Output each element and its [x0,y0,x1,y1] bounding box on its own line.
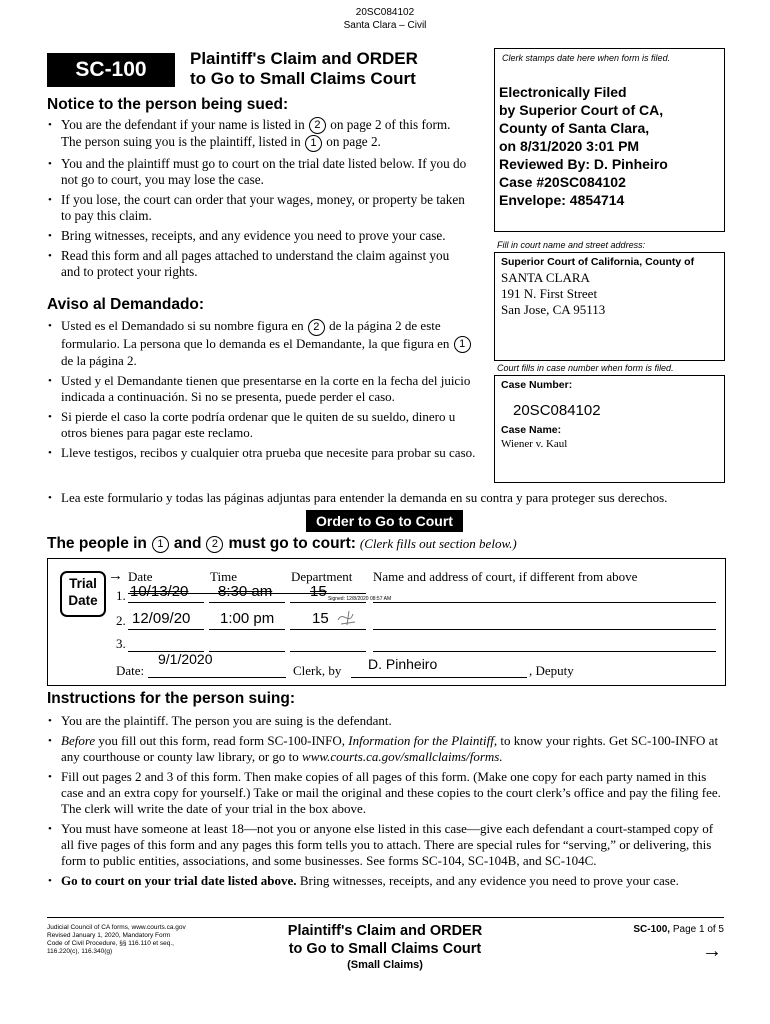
clerk-stamp-text [499,83,668,209]
stamp-line: by Superior Court of CA, [499,102,664,118]
notice-bullet: • You are the defendant if your name is listed in 2 on page 2 of this form. The person suing you is the plaintiff, listed in 1 on page 2. [47,117,471,152]
aviso-last [47,490,747,510]
case-number-value: 20SC084102 [513,402,601,419]
trial-date-value: 10/13/20 [130,583,189,600]
circle-number-2: 2 [206,536,223,553]
clerk-by-label: Clerk, by [293,663,342,678]
strike-line [128,593,366,594]
instructions-list [47,713,727,893]
circle-number-2: 2 [309,117,326,134]
court-address-text [501,270,605,318]
field-line [290,629,366,630]
field-line [290,651,366,652]
instruction-bullet: • Go to court on your trial date listed above. Bring witnesses, receipts, and any evidence you need to prove your case. [47,873,727,889]
stamp-line: County of Santa Clara, [499,120,650,136]
trial-time-value: 8:30 am [218,583,273,600]
field-line [290,602,366,603]
case-info-box [494,375,725,483]
trial-time-value: 1:00 pm [220,610,275,627]
court-city: San Jose, CA 95113 [501,302,606,317]
col-department-header: Department [291,569,353,584]
notice-list [47,117,471,284]
col-date-header: Date [128,569,153,584]
field-line [373,602,716,603]
court-address-box [494,252,725,361]
stamp-line: Envelope: 4854714 [499,192,625,208]
case-number-label: Case Number: [501,379,573,391]
courts-website-link[interactable]: www.courts.ca.gov/smallclaims/forms. [302,749,503,764]
order-banner: Order to Go to Court [306,510,463,532]
field-line [209,602,285,603]
trial-date-value: 12/09/20 [132,610,191,627]
signed-note: Signed: 12/8/2020 08:57 AM [328,596,392,602]
aviso-bullet: • Lleve testigos, recibos y cualquier otra prueba que necesite para probar su caso. [47,445,477,461]
deputy-label: , Deputy [529,663,574,678]
row-number: 2. [116,613,126,628]
instruction-bullet: • You are the plaintiff. The person you are suing is the defendant. [47,713,727,729]
date-label: Date: [116,663,145,678]
field-line [209,629,285,630]
stamp-line: Reviewed By: D. Pinheiro [499,156,668,172]
clerk-initials-scribble [335,608,361,628]
court-name: Superior Court of California, County of [501,256,695,268]
case-info-label: Court fills in case number when form is filed. [497,363,674,373]
court-county: SANTA CLARA [501,270,590,285]
trial-dept-value: 15 [312,610,329,627]
clerk-stamp-box [494,48,725,232]
page-header [0,6,770,32]
footer-title: Plaintiff's Claim and ORDER to Go to Small Claims Court (Small Claims) [287,923,483,971]
trial-dept-value: 15 [310,583,327,600]
aviso-bullet: • Usted es el Demandado si su nombre figura en 2 de la página 2 de este formulario. La persona que lo demanda es el Demandante, la que figura en 1 de la página 2. [47,318,477,369]
field-line [209,651,285,652]
notice-bullet: • If you lose, the court can order that your wages, money, or property be taken to pay this claim. [47,192,471,224]
issue-date-value: 9/1/2020 [158,651,213,667]
instruction-bullet: • Before you fill out this form, read form SC-100-INFO, Information for the Plaintiff, to know your rights. Get SC-100-INFO at any courthouse or county law library, or go to www.courts.ca.gov/smallclaims/forms. [47,733,727,765]
court-street: 191 N. First Street [501,286,598,301]
form-title-line1: Plaintiff's Claim and ORDER [190,49,418,68]
field-line [128,629,204,630]
field-line [373,629,716,630]
header-court-line: Santa Clara – Civil [343,20,427,31]
footer-divider [47,917,724,918]
stamp-line: Case #20SC084102 [499,174,626,190]
instruction-bullet: • Fill out pages 2 and 3 of this form. Then make copies of all pages of this form. (Make one copy for each party named in this case and an extra copy for yourself.) Take or mail the original and these copies to the court clerk’s office and pay the filing fee. The clerk will write the date of your trial in the box above. [47,769,727,817]
aviso-heading: Aviso al Demandado: [47,296,205,313]
row-number: 1. [116,588,126,603]
footer-citation: Judicial Council of CA forms, www.courts.ca.gov Revised January 1, 2020, Mandatory Form Code of Civil Procedure, §§ 116.110 et seq., 116.220(c), 116.340(g) [47,924,186,955]
form-title [190,49,418,89]
form-title-line2: to Go to Small Claims Court [190,69,416,88]
aviso-bullet: • Lea este formulario y todas las páginas adjuntas para entender la demanda en su contra y para proteger sus derechos. [47,490,747,506]
clerk-stamp-label: Clerk stamps date here when form is filed. [502,53,671,63]
instructions-heading: Instructions for the person suing: [47,690,296,707]
header-case-id: 20SC084102 [355,7,415,18]
case-name-value: Wiener v. Kaul [501,438,568,450]
form-number-badge: SC-100 [47,53,175,87]
trial-box [47,558,726,686]
notice-heading: Notice to the person being sued: [47,96,289,113]
col-time-header: Time [210,569,237,584]
notice-bullet: • You and the plaintiff must go to court on the trial date listed below. If you do not go to court, you may lose the case. [47,156,471,188]
row-number: 3. [116,636,126,651]
field-line [373,651,716,652]
field-line [148,677,286,678]
notice-bullet: • Bring witnesses, receipts, and any evidence you need to prove your case. [47,228,471,244]
stamp-line: on 8/31/2020 3:01 PM [499,138,640,154]
col-address-header: Name and address of court, if different from above [373,569,638,584]
aviso-bullet: • Si pierde el caso la corte podría ordenar que le quiten de su sueldo, dinero u otros bienes para pagar este reclamo. [47,409,477,441]
footer-page-info: SC-100, Page 1 of 5 [633,924,724,935]
field-line [351,677,527,678]
clerk-name-value: D. Pinheiro [368,656,438,672]
field-line [128,602,204,603]
aviso-bullet: • Usted y el Demandante tienen que presentarse en la corte en la fecha del juicio indicada a continuación. Si no se presenta, puede perder el caso. [47,373,477,405]
circle-number-1: 1 [152,536,169,553]
people-line: The people in 1 and 2 must go to court: (Clerk fills out section below.) [47,535,517,552]
next-page-arrow-icon[interactable]: → [702,940,722,962]
stamp-line: Electronically Filed [499,84,627,100]
trial-date-badge: Trial Date [60,571,106,617]
case-name-label: Case Name: [501,424,562,436]
arrow-right-icon: → [108,567,123,584]
circle-number-2: 2 [308,319,325,336]
court-address-label: Fill in court name and street address: [497,240,646,250]
circle-number-1: 1 [454,336,471,353]
circle-number-1: 1 [305,135,322,152]
aviso-list [47,318,477,465]
instruction-bullet: • You must have someone at least 18—not you or anyone else listed in this case—give each defendant a court-stamped copy of all five pages of this form and any pages this form tells you to attach. There are special rules for “serving,” or delivering, this form to public entities, associations, and some businesses. See forms SC-104, SC-104B, and SC-104C. [47,821,727,869]
notice-bullet: • Read this form and all pages attached to understand the claim against you and to protect your rights. [47,248,471,280]
